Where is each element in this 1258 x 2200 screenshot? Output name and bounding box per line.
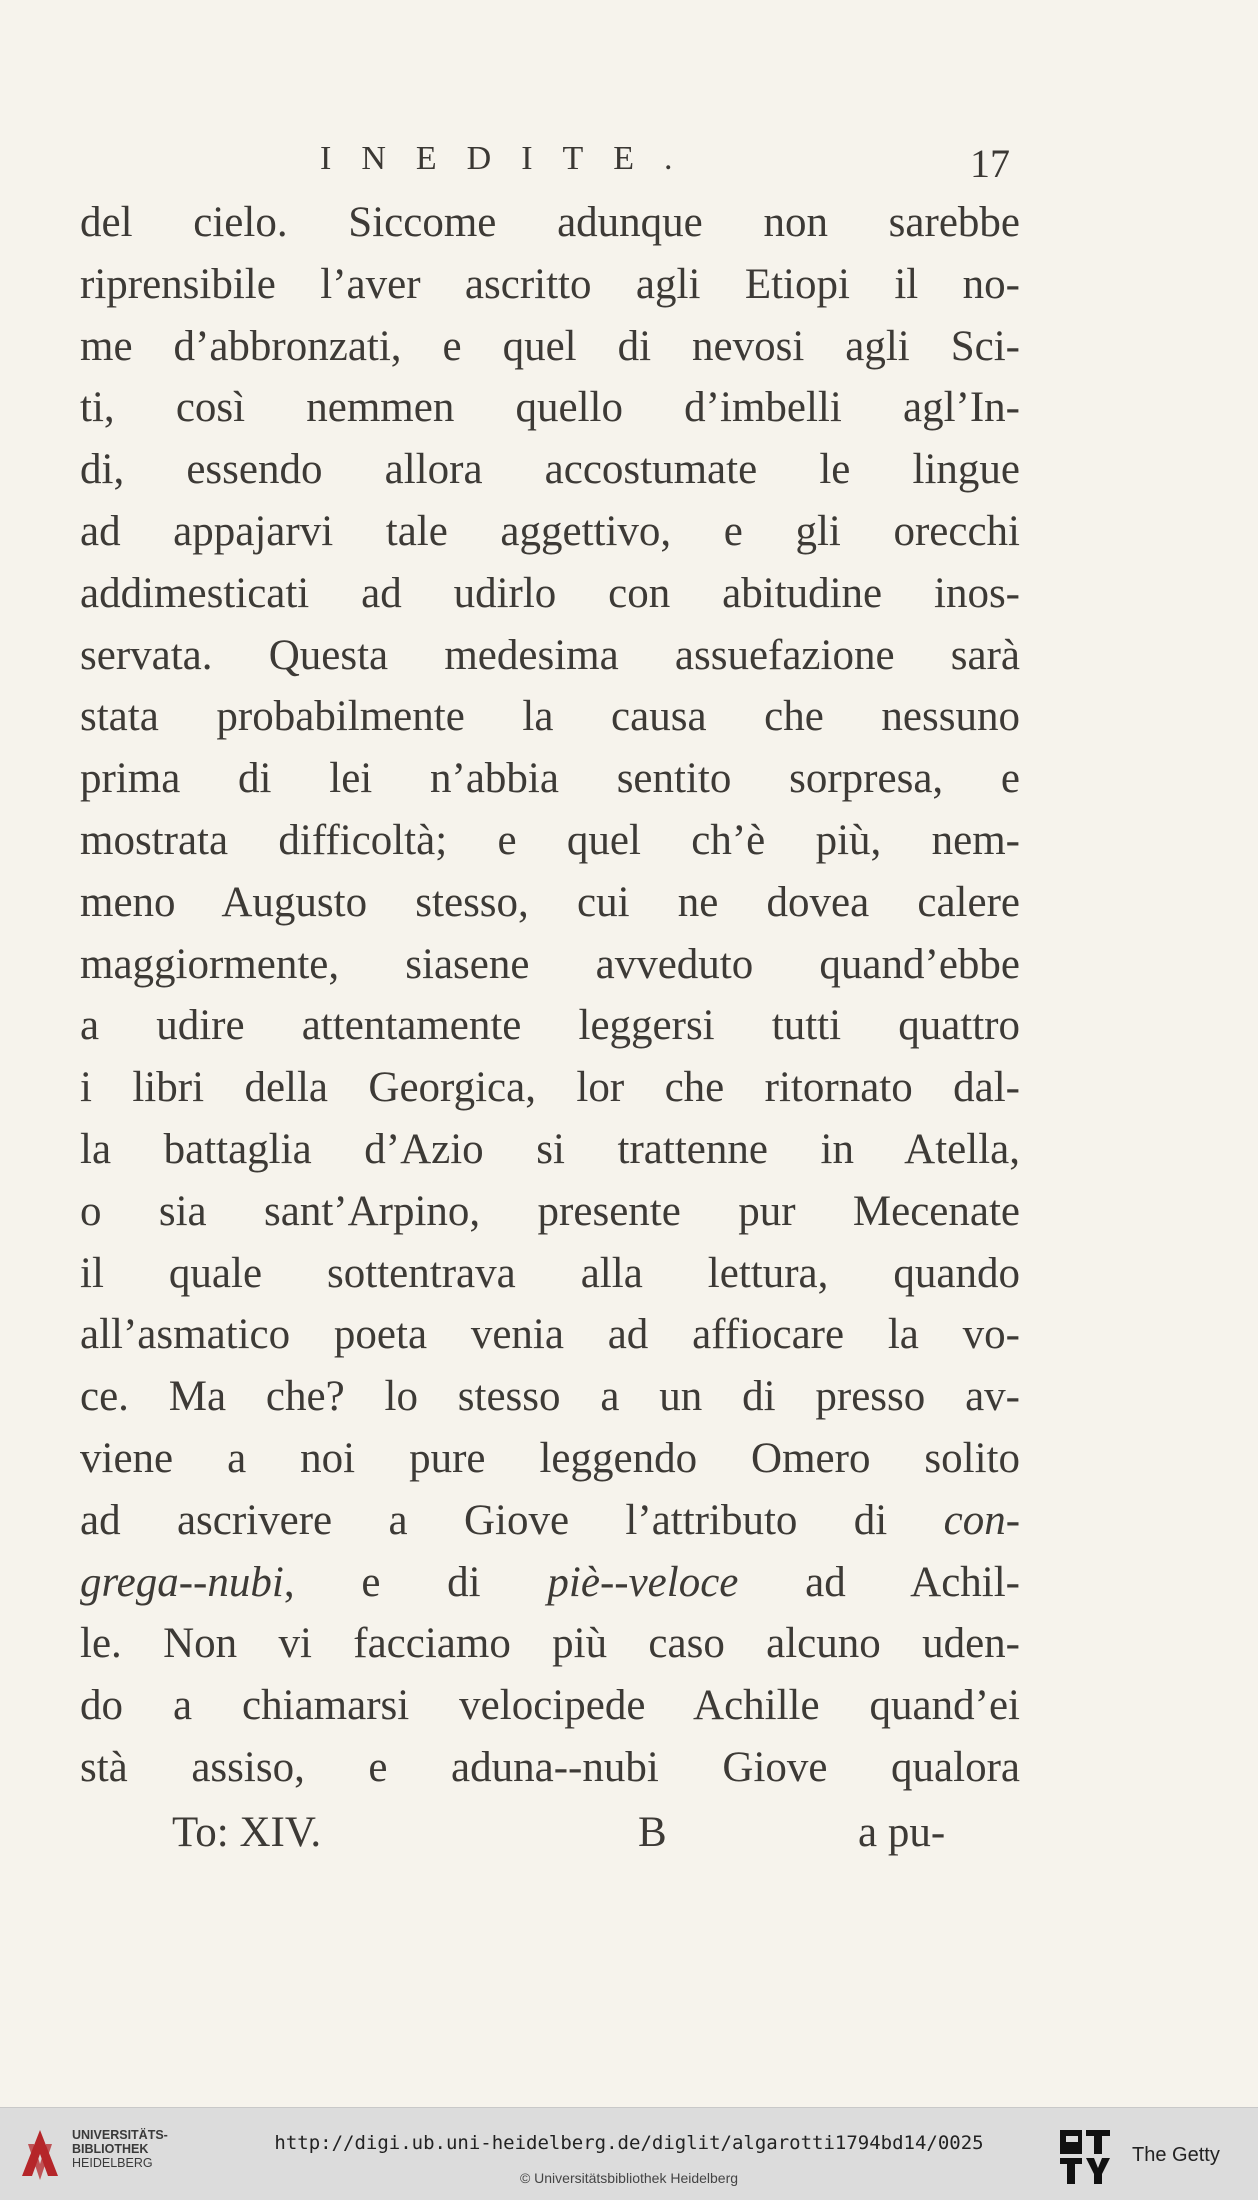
- text-span: ad ascrivere a Giove l’attributo di: [80, 1496, 888, 1544]
- text-line: meno Augusto stesso, cui ne dovea calere: [80, 878, 1020, 926]
- institution-line: BIBLIOTHEK: [72, 2142, 149, 2156]
- text-line: riprensibile l’aver ascritto agli Etiopi il no-: [80, 260, 1020, 308]
- text-line-mixed: [80, 1552, 1020, 1614]
- text-line: addimesticati ad udirlo con abitudine inos-: [80, 569, 1020, 617]
- italic-text: grega--nubi: [80, 1558, 284, 1606]
- body-text: [80, 192, 1020, 1799]
- text-line: ti, così nemmen quello d’imbelli agl’In-: [80, 384, 1020, 432]
- italic-text: con-: [943, 1496, 1021, 1544]
- text-line: del cielo. Siccome adunque non sarebbe: [80, 199, 1020, 246]
- text-line: maggiormente, siasene avveduto quand’ebbe: [80, 940, 1020, 988]
- text-span: ad Achil-: [805, 1558, 1021, 1606]
- text-line: la battaglia d’Azio si trattenne in Atella,: [80, 1125, 1020, 1173]
- text-line: do a chiamarsi velocipede Achille quand’ei: [80, 1682, 1020, 1730]
- text-line: prima di lei n’abbia sentito sorpresa, e: [80, 755, 1020, 803]
- catchword: a pu-: [858, 1809, 946, 1856]
- text-line: stà assiso, e aduna--nubi Giove qualora: [80, 1743, 1020, 1791]
- text-line: il quale sottentrava alla lettura, quando: [80, 1249, 1020, 1297]
- viewer-footer-bar: [0, 2107, 1258, 2200]
- text-line: servata. Questa medesima assuefazione sarà: [80, 631, 1020, 679]
- text-line: viene a noi pure leggendo Omero solito: [80, 1434, 1020, 1482]
- permalink-url[interactable]: http://digi.ub.uni-heidelberg.de/diglit/algarotti1794bd14/0025: [274, 2132, 984, 2154]
- institution-line: UNIVERSITÄTS-: [72, 2128, 168, 2142]
- text-line: stata probabilmente la causa che nessuno: [80, 693, 1020, 741]
- volume-mark: To: XIV.: [172, 1809, 322, 1856]
- text-line: all’asmatico poeta venia ad affiocare la vo-: [80, 1311, 1020, 1359]
- page-footer: [172, 1808, 972, 1870]
- getty-logo-icon: [1058, 2128, 1112, 2186]
- text-line-mixed: [80, 1490, 1020, 1552]
- text-line: ce. Ma che? lo stesso a un di presso av-: [80, 1373, 1020, 1421]
- text-line: i libri della Georgica, lor che ritornato dal-: [80, 1064, 1020, 1112]
- text-line: di, essendo allora accostumate le lingue: [80, 446, 1020, 494]
- running-title: INEDITE.: [320, 140, 703, 177]
- institution-line: HEIDELBERG: [72, 2156, 153, 2170]
- page-number: 17: [970, 141, 1010, 186]
- text-line: o sia sant’Arpino, presente pur Mecenate: [80, 1187, 1020, 1235]
- text-line: le. Non vi facciamo più caso alcuno uden-: [80, 1620, 1020, 1668]
- copyright-notice: © Universitätsbibliothek Heidelberg: [519, 2170, 739, 2186]
- text-span: , e di: [283, 1558, 481, 1606]
- text-line: ad appajarvi tale aggettivo, e gli orecchi: [80, 507, 1020, 555]
- running-head: [320, 140, 1010, 188]
- italic-text: piè--veloce: [547, 1558, 739, 1606]
- text-line: mostrata difficoltà; e quel ch’è più, nem-: [80, 816, 1020, 864]
- partner-name: The Getty: [1132, 2144, 1220, 2166]
- text-line: me d’abbronzati, e quel di nevosi agli Sci-: [80, 322, 1020, 370]
- signature-mark: B: [638, 1809, 667, 1856]
- text-line: a udire attentamente leggersi tutti quattro: [80, 1002, 1020, 1050]
